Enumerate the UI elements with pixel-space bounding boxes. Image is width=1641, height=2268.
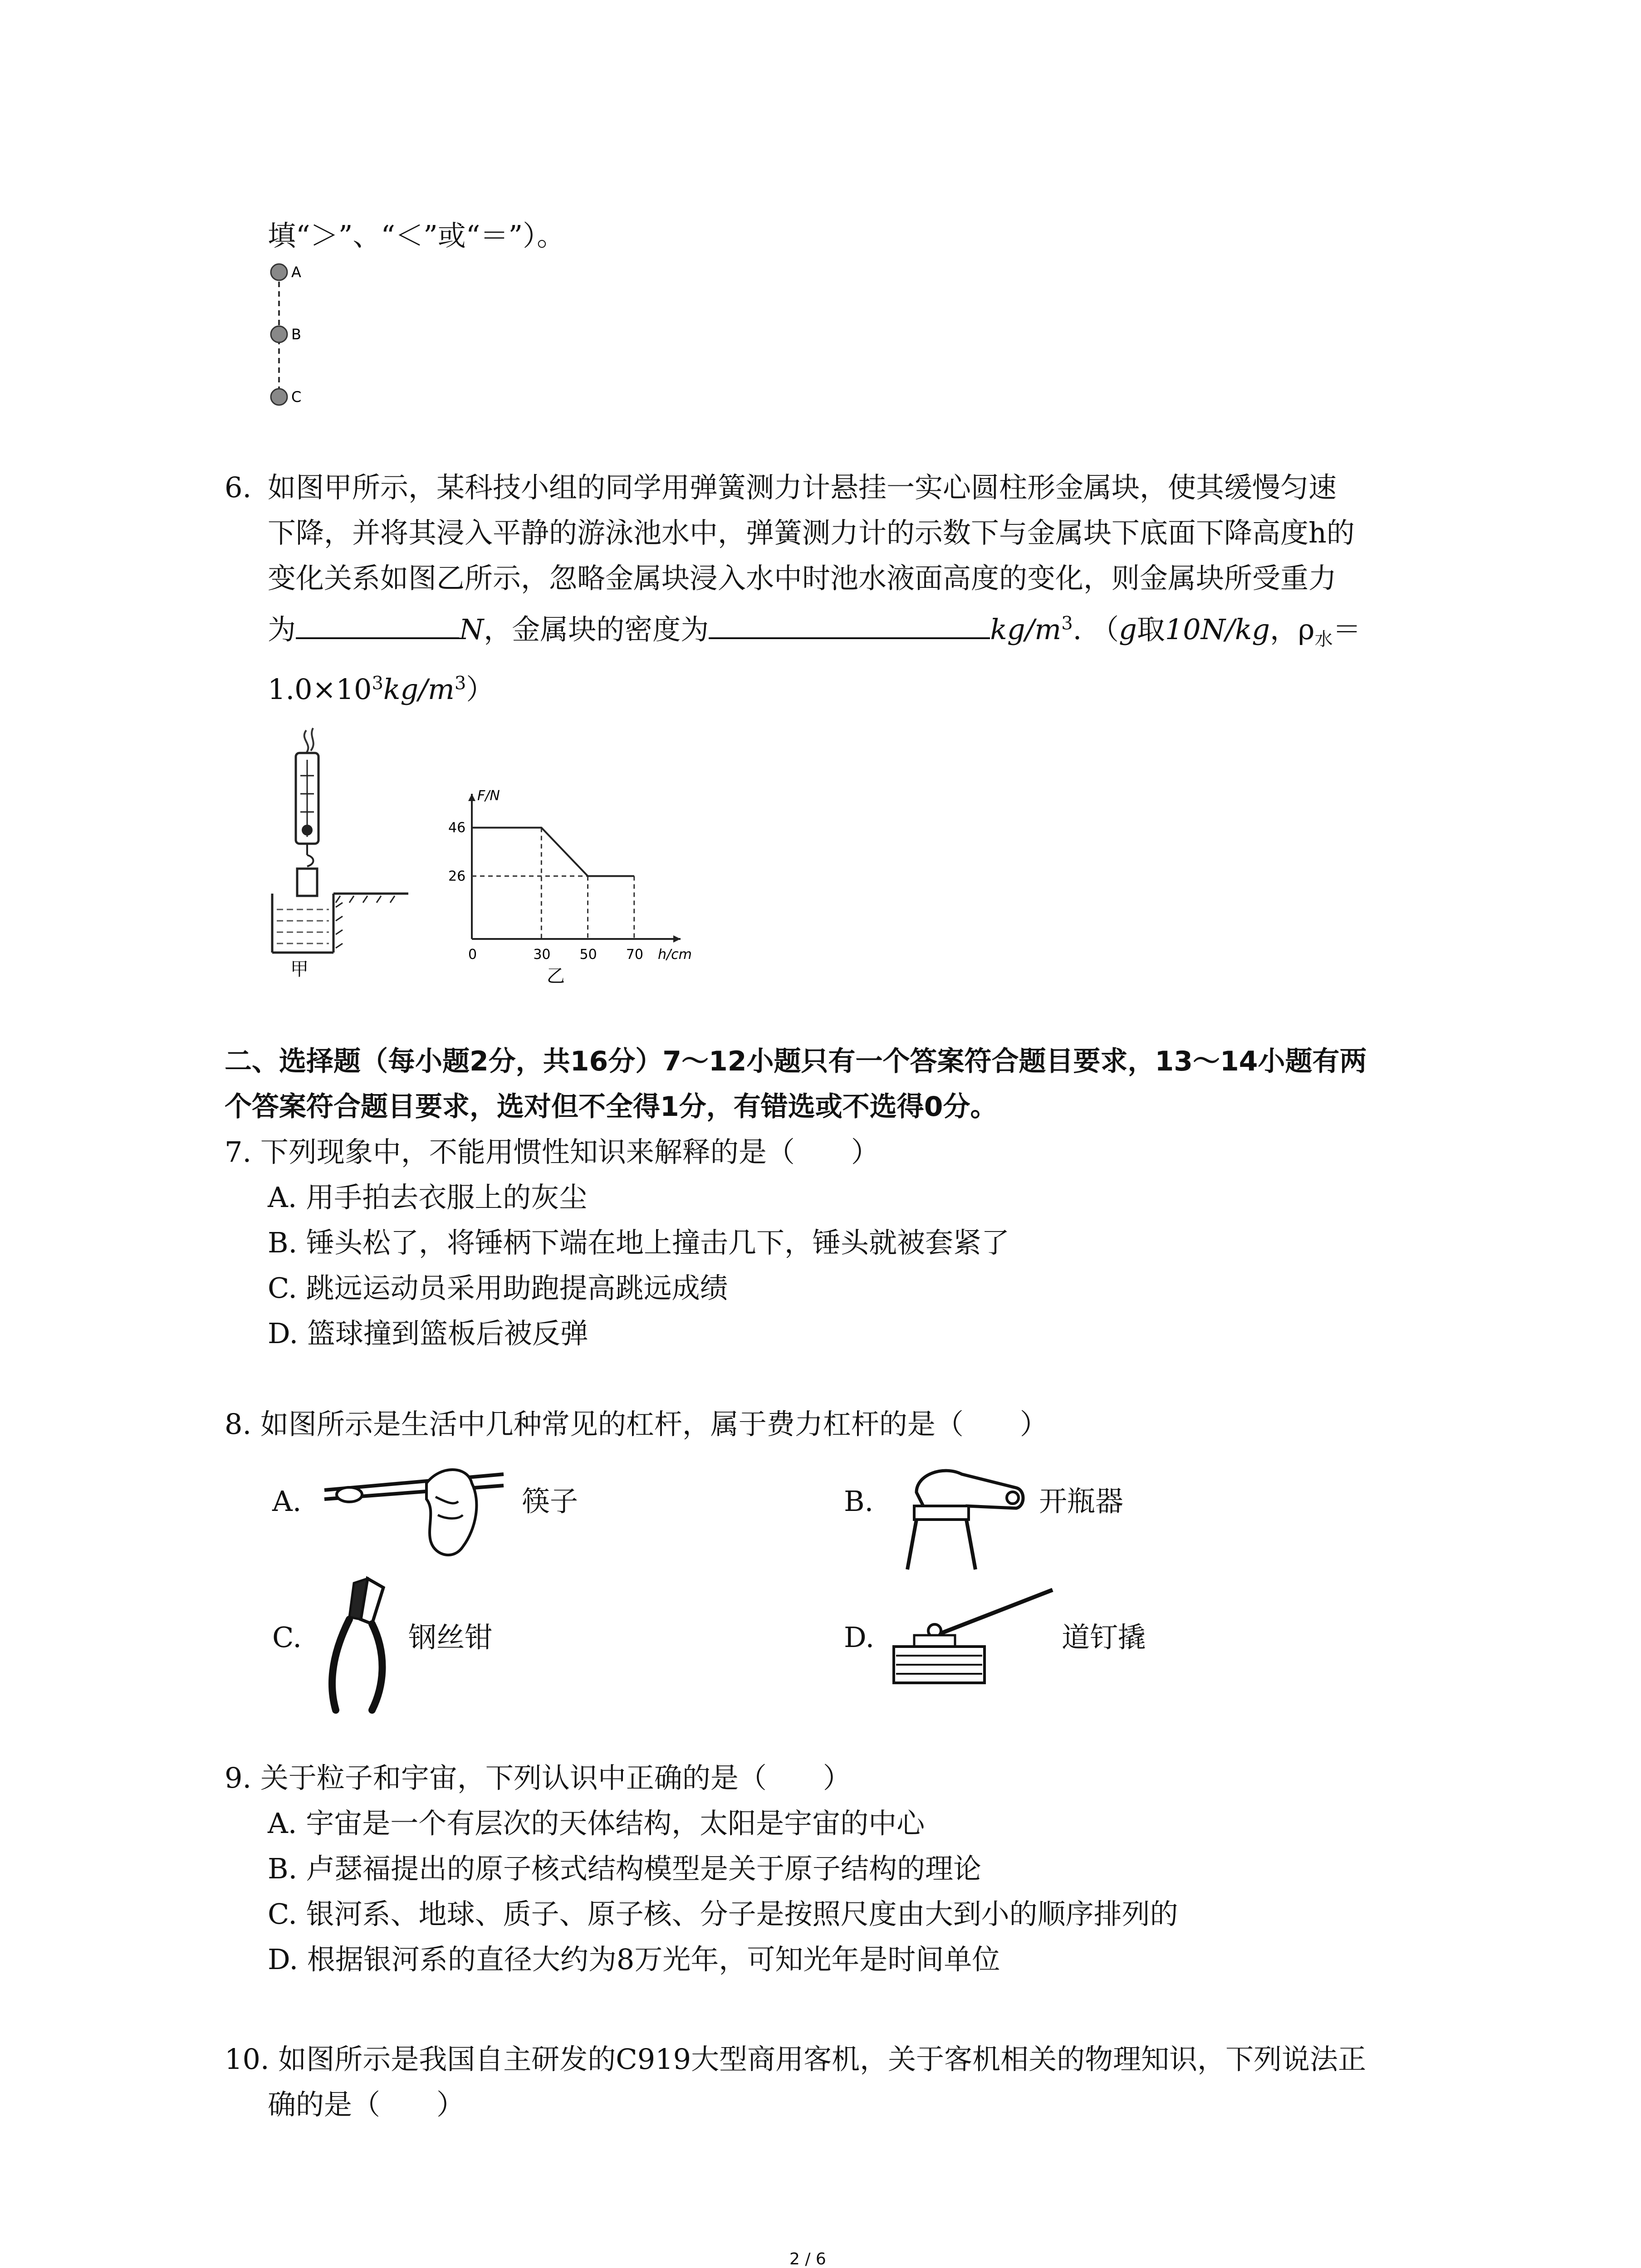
q8-option-c-name: 钢丝钳 <box>408 1621 493 1654</box>
q8-option-a-name: 筷子 <box>522 1485 578 1518</box>
q5-tail-text: 填“＞”、“＜”或“＝”）。 <box>268 219 565 252</box>
q8-option-b-letter[interactable]: B. <box>844 1485 874 1518</box>
answer-blank-weight[interactable] <box>296 610 459 639</box>
fig-yi-label: 乙 <box>547 966 565 987</box>
bottle-opener-icon <box>889 1456 1034 1574</box>
y-axis-label: F/N <box>477 788 500 804</box>
nail-puller-icon <box>889 1583 1080 1692</box>
x-tick-label: 50 <box>579 947 597 963</box>
ball-b <box>271 326 287 342</box>
q7-option-a[interactable]: A. 用手拍去衣服上的灰尘 <box>268 1181 588 1214</box>
q7-stem: 7. 下列现象中，不能用惯性知识来解释的是（ ） <box>225 1135 879 1168</box>
q9-option-b[interactable]: B. 卢瑟福提出的原子核式结构模型是关于原子结构的理论 <box>268 1852 981 1885</box>
x-tick-label: 30 <box>533 947 551 963</box>
force-series-line <box>472 828 634 876</box>
label-a: A <box>291 264 301 281</box>
x-axis-arrow <box>673 935 681 943</box>
ball-a <box>271 264 287 280</box>
q8-option-d-name: 道钉撬 <box>1062 1621 1146 1654</box>
q9-option-c[interactable]: C. 银河系、地球、质子、原子核、分子是按照尺度由大到小的顺序排列的 <box>268 1897 1178 1931</box>
q10-line2: 确的是（ ） <box>268 2088 465 2121</box>
y-tick-label: 26 <box>448 868 466 885</box>
q10-line1: 10. 如图所示是我国自主研发的C919大型商用客机，关于客机相关的物理知识，下列说法正 <box>225 2043 1367 2076</box>
q8-option-c-letter[interactable]: C. <box>272 1621 302 1654</box>
x-tick-label: 70 <box>626 947 643 963</box>
q6-line3: 变化关系如图乙所示，忽略金属块浸入水中时池水液面高度的变化，则金属块所受重力 <box>268 562 1337 595</box>
ball-c <box>271 389 287 405</box>
q9-option-a[interactable]: A. 宇宙是一个有层次的天体结构，太阳是宇宙的中心 <box>268 1807 925 1840</box>
q8-stem: 8. 如图所示是生活中几种常见的杠杆，属于费力杠杆的是（ ） <box>225 1408 1048 1441</box>
page-number: 2 / 6 <box>789 2250 826 2268</box>
q6-number: 6. <box>225 471 252 504</box>
fig-jia-label: 甲 <box>290 959 309 980</box>
x-axis-label: h/cm <box>658 947 692 963</box>
q8-option-d-letter[interactable]: D. <box>844 1621 875 1654</box>
answer-blank-density[interactable] <box>709 610 990 639</box>
q6-line1: 如图甲所示，某科技小组的同学用弹簧测力计悬挂一实心圆柱形金属块，使其缓慢匀速 <box>268 471 1337 504</box>
q8-option-a-letter[interactable]: A. <box>272 1485 302 1518</box>
q6-line5: $1.0\times 10^3kg/m^3$） <box>268 673 495 706</box>
y-tick-label: 46 <box>448 820 466 836</box>
q9-stem: 9. 关于粒子和宇宙，下列认识中正确的是（ ） <box>225 1761 851 1794</box>
force-height-chart <box>436 771 708 989</box>
section2-line1: 二、选择题（每小题2分，共16分）7～12小题只有一个答案符合题目要求，13～14小题有两 <box>225 1046 1367 1077</box>
section2-line2: 个答案符合题目要求，选对但不全得1分，有错选或不选得0分。 <box>225 1091 998 1123</box>
chopsticks-icon <box>322 1456 513 1565</box>
q7-option-b[interactable]: B. 锤头松了，将锤柄下端在地上撞击几下，锤头就被套紧了 <box>268 1226 1009 1259</box>
q5-three-balls-figure <box>263 261 336 411</box>
q7-option-c[interactable]: C. 跳远运动员采用助跑提高跳远成绩 <box>268 1271 728 1305</box>
y-axis-arrow <box>468 794 475 801</box>
q6-line2: 下降，并将其浸入平静的游泳池水中，弹簧测力计的示数下与金属块下底面下降高度h的 <box>268 516 1355 549</box>
q7-option-d[interactable]: D. 篮球撞到篮板后被反弹 <box>268 1317 588 1350</box>
pliers-icon <box>318 1574 408 1719</box>
spring-scale-figure <box>263 726 417 980</box>
q8-option-b-name: 开瓶器 <box>1039 1485 1124 1518</box>
label-b: B <box>291 326 301 343</box>
label-c: C <box>291 388 302 406</box>
q9-option-d[interactable]: D. 根据银河系的直径大约为8万光年，可知光年是时间单位 <box>268 1943 1000 1976</box>
x-tick-label: 0 <box>468 947 477 963</box>
q6-line4: 为 N，金属块的密度为 $kg/m^3$. （g取10N/kg，$\rho_水=$ <box>268 610 1361 648</box>
